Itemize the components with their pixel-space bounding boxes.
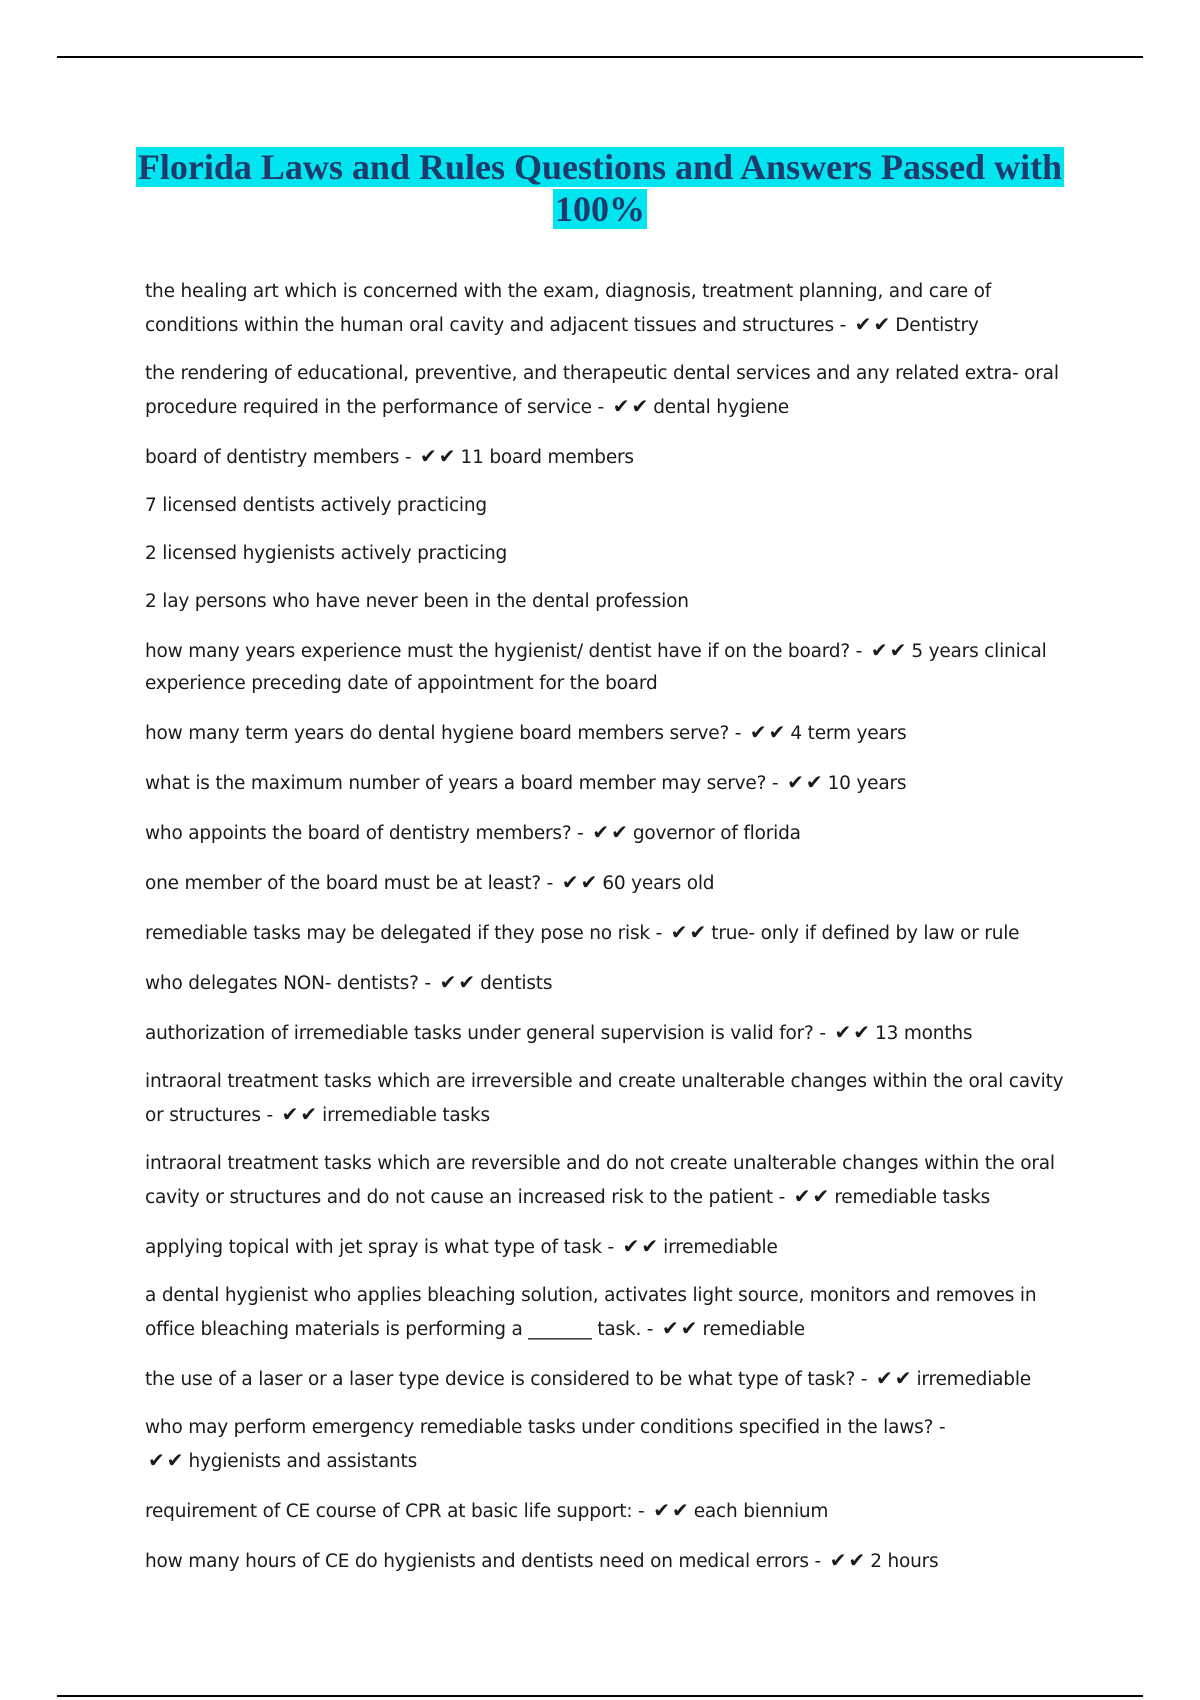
- answer-text: dental hygiene: [653, 397, 789, 418]
- question-text: applying topical with jet spray is what type of task -: [145, 1237, 614, 1258]
- answer-text: 5 years clinical experience preceding date of appointment for the board: [145, 641, 1047, 694]
- answer-text: Dentistry: [895, 315, 979, 336]
- double-check-icon: ✔✔: [622, 1234, 661, 1258]
- double-check-icon: ✔✔: [281, 1102, 320, 1126]
- answer-text: 4 term years: [790, 723, 907, 744]
- question-text: what is the maximum number of years a board member may serve? -: [145, 773, 779, 794]
- double-check-icon: ✔✔: [561, 870, 600, 894]
- answer-text: remediable: [702, 1319, 805, 1340]
- double-check-icon: ✔✔: [793, 1184, 832, 1208]
- answer-text: each biennium: [693, 1501, 829, 1522]
- top-rule: [57, 56, 1143, 58]
- question-text: how many hours of CE do hygienists and dentists need on medical errors -: [145, 1551, 821, 1572]
- double-check-icon: ✔✔: [829, 1548, 868, 1572]
- double-check-icon: ✔✔: [592, 820, 630, 844]
- qa-item: [145, 716, 1065, 750]
- question-text: a dental hygienist who applies bleaching solution, activates light source, monitors and removes in office bleaching materials is performing a _______ task. -: [145, 1285, 1037, 1340]
- qa-item: [145, 586, 1065, 618]
- bottom-rule: [57, 1695, 1143, 1697]
- qa-item: [145, 866, 1065, 900]
- qa-item: [145, 1412, 1065, 1478]
- answer-text: irremediable: [663, 1237, 778, 1258]
- double-check-icon: ✔✔: [787, 770, 825, 794]
- question-text: remediable tasks may be delegated if they pose no risk -: [145, 923, 663, 944]
- qa-item: [145, 538, 1065, 570]
- qa-item: [145, 1362, 1065, 1396]
- question-text: who appoints the board of dentistry members? -: [145, 823, 584, 844]
- answer-text: hygienists and assistants: [188, 1451, 418, 1472]
- double-check-icon: ✔✔: [870, 638, 909, 662]
- answer-text: irremediable: [916, 1369, 1031, 1390]
- question-text: intraoral treatment tasks which are irreversible and create unalterable changes within the oral cavity or structures -: [145, 1071, 1064, 1126]
- question-text: 2 lay persons who have never been in the dental profession: [145, 591, 689, 612]
- qa-item: [145, 816, 1065, 850]
- answer-text: irremediable tasks: [322, 1105, 490, 1126]
- question-text: how many years experience must the hygienist/ dentist have if on the board? -: [145, 641, 863, 662]
- double-check-icon: ✔✔: [670, 920, 709, 944]
- question-text: how many term years do dental hygiene board members serve? -: [145, 723, 742, 744]
- question-text: intraoral treatment tasks which are reversible and do not create unalterable changes within the oral cavity or structures and do not cause an increased risk to the patient -: [145, 1153, 1055, 1208]
- question-text: 2 licensed hygienists actively practicing: [145, 543, 508, 564]
- double-check-icon: ✔✔: [834, 1020, 873, 1044]
- question-text: the rendering of educational, preventive, and therapeutic dental services and any related extra- oral procedure required in the performance of service -: [145, 363, 1059, 418]
- double-check-icon: ✔✔: [749, 720, 788, 744]
- double-check-icon: ✔✔: [420, 444, 458, 468]
- double-check-icon: ✔✔: [612, 394, 651, 418]
- document-title: [100, 146, 1100, 230]
- qa-item: [145, 966, 1065, 1000]
- question-text: the use of a laser or a laser type device is considered to be what type of task? -: [145, 1369, 868, 1390]
- question-text: who may perform emergency remediable tasks under conditions specified in the laws? -: [145, 1417, 946, 1438]
- answer-text: true- only if defined by law or rule: [711, 923, 1020, 944]
- qa-item: [145, 1544, 1065, 1578]
- answer-text: 2 hours: [870, 1551, 939, 1572]
- qa-item: [145, 1148, 1065, 1214]
- question-text: authorization of irremediable tasks under general supervision is valid for? -: [145, 1023, 826, 1044]
- qa-item: [145, 766, 1065, 800]
- double-check-icon: ✔✔: [661, 1316, 700, 1340]
- qa-item: [145, 1494, 1065, 1528]
- qa-item: [145, 916, 1065, 950]
- qa-item: [145, 276, 1065, 342]
- qa-item: [145, 1230, 1065, 1264]
- qa-item: [145, 1016, 1065, 1050]
- qa-item: [145, 490, 1065, 522]
- question-text: board of dentistry members -: [145, 447, 412, 468]
- question-text: who delegates NON- dentists? -: [145, 973, 431, 994]
- double-check-icon: ✔✔: [148, 1448, 186, 1472]
- answer-text: 60 years old: [602, 873, 715, 894]
- title-highlight: Florida Laws and Rules Questions and Answers Passed with 100%: [137, 147, 1063, 229]
- qa-item: [145, 1280, 1065, 1346]
- double-check-icon: ✔✔: [875, 1366, 914, 1390]
- answer-text: remediable tasks: [834, 1187, 991, 1208]
- qa-item: [145, 440, 1065, 474]
- question-text: 7 licensed dentists actively practicing: [145, 495, 487, 516]
- question-text: requirement of CE course of CPR at basic life support: -: [145, 1501, 645, 1522]
- answer-text: 11 board members: [460, 447, 634, 468]
- qa-item: [145, 358, 1065, 424]
- double-check-icon: ✔✔: [653, 1498, 691, 1522]
- double-check-icon: ✔✔: [854, 312, 893, 336]
- qa-item: [145, 634, 1065, 700]
- double-check-icon: ✔✔: [439, 970, 478, 994]
- question-text: the healing art which is concerned with the exam, diagnosis, treatment planning, and care of conditions within the human oral cavity and adjacent tissues and structures -: [145, 281, 992, 336]
- qa-list: [145, 276, 1065, 1594]
- answer-text: 10 years: [827, 773, 907, 794]
- answer-text: dentists: [480, 973, 553, 994]
- answer-text: governor of florida: [632, 823, 801, 844]
- question-text: one member of the board must be at least? -: [145, 873, 554, 894]
- qa-item: [145, 1066, 1065, 1132]
- answer-text: 13 months: [875, 1023, 973, 1044]
